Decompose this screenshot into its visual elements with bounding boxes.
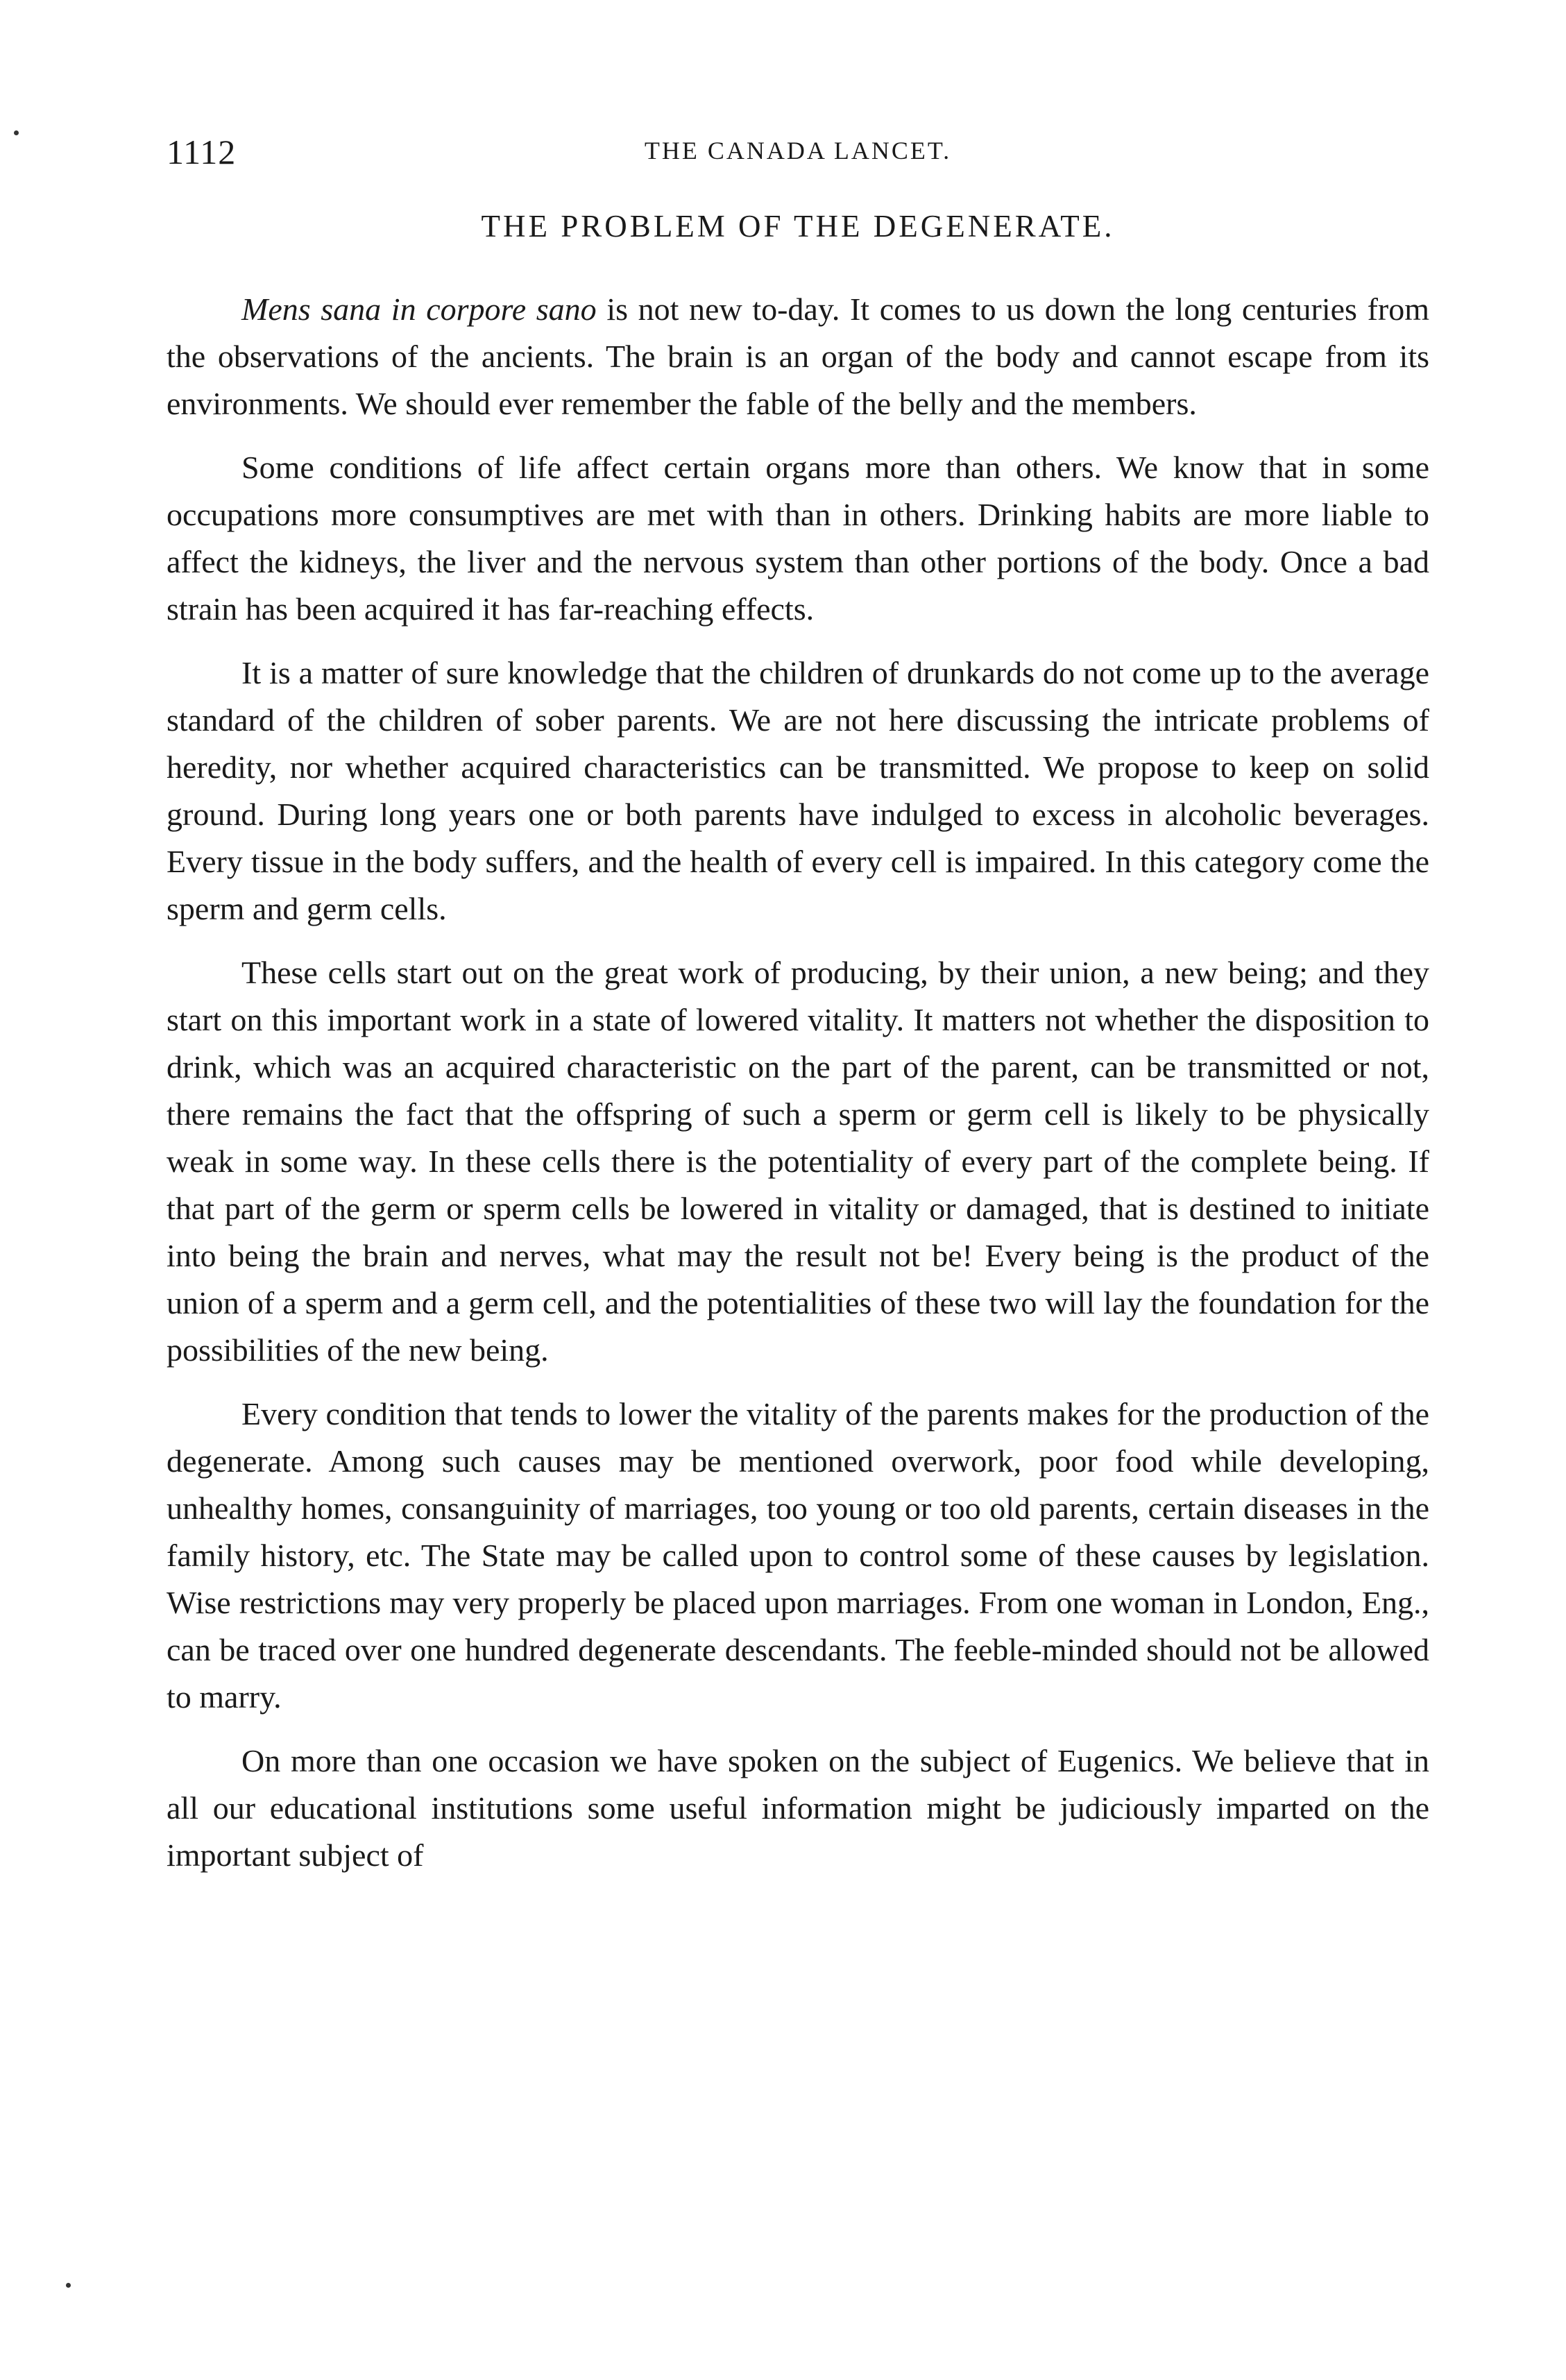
paragraph-1	[167, 286, 1429, 427]
paragraph-4: These cells start out on the great work of producing, by their union, a new being; and they start on this important work in a state of lowered vitality. It matters not whether the disposition to drink, which was an acquired characteristic on the part of the parent, can be transmitted or not, there remains the fact that the offspring of such a sperm or germ cell is likely to be physically weak in some way. In these cells there is the potentiality of every part of the complete being. If that part of the germ or sperm cells be lowered in vitality or damaged, that is destined to initiate into being the brain and nerves, what may the result not be! Every being is the product of the union of a sperm and a germ cell, and the potentialities of these two will lay the foundation for the possibilities of the new being.	[167, 955, 1429, 1368]
article-title: THE PROBLEM OF THE DEGENERATE.	[481, 209, 1115, 244]
paragraph-1-text: is not new to-day. It comes to us down the long centuries from the observations of the ancients. The brain is an organ of the body and cannot escape from its environments. We should ever remember the fable of the belly and the members.	[167, 291, 1429, 421]
paragraph-5: Every condition that tends to lower the vitality of the parents makes for the production of the degenerate. Among such causes may be mentioned overwork, poor food while developing, unhealthy homes, consanguinity of marriages, too young or too old parents, certain diseases in the family history, etc. The State may be called upon to control some of these causes by legislation. Wise restrictions may very properly be placed upon marriages. From one woman in London, Eng., can be traced over one hundred degenerate descendants. The feeble-minded should not be allowed to marry.	[167, 1396, 1429, 1715]
page-number: 1112	[167, 133, 237, 171]
latin-phrase: Mens sana in corpore sano	[241, 291, 597, 327]
margin-speck-bottom	[66, 2283, 71, 2288]
page	[167, 132, 1429, 1896]
margin-speck-top	[14, 130, 19, 135]
paragraph-2: Some conditions of life affect certain organs more than others. We know that in some occupations more consumptives are met with than in others. Drinking habits are more liable to affect the kidneys, the liver and the nervous system than other portions of the body. Once a bad strain has been acquired it has far-reaching effects.	[167, 450, 1429, 627]
article-body	[167, 286, 1429, 1879]
running-head	[167, 132, 1429, 187]
paragraph-3: It is a matter of sure knowledge that the children of drunkards do not come up to the average standard of the children of sober parents. We are not here discussing the intricate problems of heredity, nor whether acquired characteristics can be transmitted. We propose to keep on solid ground. During long years one or both parents have indulged to excess in alcoholic beverages. Every tissue in the body suffers, and the health of every cell is impaired. In this category come the sperm and germ cells.	[167, 655, 1429, 926]
paragraph-6: On more than one occasion we have spoken on the subject of Eugenics. We believe that in all our educational institutions some useful information might be judiciously imparted on the important subject of	[167, 1743, 1429, 1873]
journal-title: THE CANADA LANCET.	[644, 137, 952, 164]
